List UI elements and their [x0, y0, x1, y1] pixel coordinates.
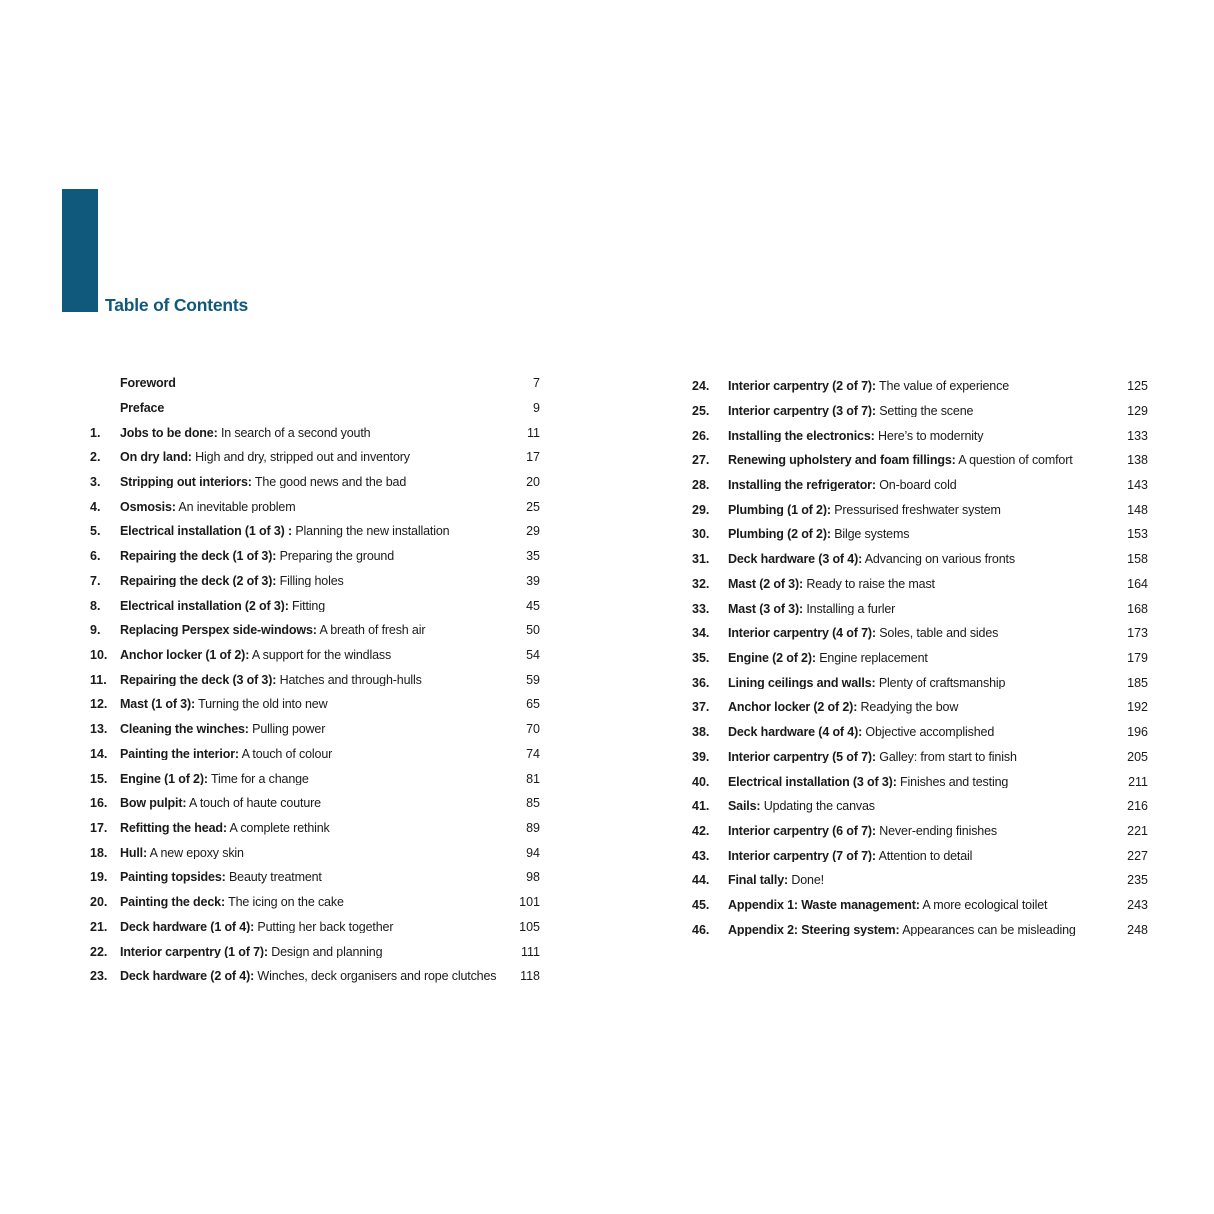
entry-page-number: 221 — [1127, 824, 1148, 839]
toc-entry — [90, 470, 540, 495]
entry-number: 32. — [692, 576, 710, 591]
entry-text — [120, 797, 508, 810]
entry-page-number: 35 — [526, 549, 540, 564]
entry-text — [728, 603, 1116, 616]
entry-text — [728, 504, 1116, 517]
entry-page-number: 179 — [1127, 651, 1148, 666]
entry-title: Hull: — [120, 846, 148, 860]
entry-text — [120, 748, 508, 761]
entry-title: Interior carpentry (3 of 7): — [728, 404, 876, 418]
entry-number: 11. — [90, 672, 107, 687]
entry-page-number: 20 — [526, 474, 540, 489]
entry-page-number: 59 — [526, 672, 540, 687]
entry-page-number: 70 — [526, 722, 540, 737]
entry-title: Painting the deck: — [120, 896, 225, 909]
toc-entry — [90, 692, 540, 717]
entry-title: Bow pulpit: — [120, 797, 187, 810]
entry-title: Interior carpentry (1 of 7): — [120, 945, 268, 959]
entry-subtitle: Finishes and testing — [900, 775, 1009, 789]
toc-entry — [90, 445, 540, 470]
entry-text — [728, 627, 1116, 640]
entry-title: Painting the interior: — [120, 747, 239, 761]
entry-text — [120, 970, 508, 983]
entry-page-number: 235 — [1127, 873, 1148, 888]
toc-entry — [90, 791, 540, 816]
entry-title: Preface — [120, 401, 165, 415]
entry-page-number: 39 — [526, 573, 540, 588]
entry-title: Cleaning the winches: — [120, 723, 249, 736]
toc-entry — [692, 498, 1148, 523]
entry-subtitle: Beauty treatment — [228, 871, 322, 884]
toc-entry — [90, 890, 540, 915]
entry-title: Anchor locker (1 of 2): — [120, 649, 250, 662]
entry-title: Interior carpentry (4 of 7): — [728, 627, 876, 640]
entry-page-number: 11 — [527, 425, 540, 440]
entry-page-number: 74 — [526, 746, 540, 761]
entry-subtitle: Planning the new installation — [295, 525, 450, 538]
toc-entry — [692, 819, 1148, 844]
toc-entry — [692, 745, 1148, 770]
entry-text — [728, 405, 1116, 418]
entry-page-number: 45 — [526, 598, 540, 613]
entry-text — [728, 528, 1116, 541]
entry-subtitle: Fitting — [292, 599, 326, 613]
entry-text — [120, 921, 508, 934]
entry-number: 12. — [90, 697, 108, 712]
entry-number: 31. — [692, 552, 710, 567]
toc-entry — [692, 621, 1148, 646]
entry-number: 46. — [692, 922, 710, 937]
entry-text — [120, 896, 508, 909]
entry-number: 27. — [692, 453, 710, 468]
entry-subtitle: Done! — [791, 874, 824, 887]
entry-subtitle: Pulling power — [252, 723, 326, 736]
entry-page-number: 94 — [526, 845, 540, 860]
entry-page-number: 173 — [1127, 626, 1148, 641]
entry-text — [120, 871, 508, 884]
entry-subtitle: Ready to raise the mast — [806, 577, 935, 591]
toc-entry — [692, 374, 1148, 399]
entry-title: Engine (1 of 2): — [120, 772, 208, 786]
entry-page-number: 25 — [526, 499, 540, 514]
entry-subtitle: Here’s to modernity — [878, 429, 984, 443]
entry-title: Osmosis: — [120, 500, 176, 514]
entry-subtitle: Time for a change — [211, 772, 309, 786]
entry-text — [120, 451, 508, 464]
toc-entry — [692, 770, 1148, 795]
entry-title: Interior carpentry (5 of 7): — [728, 750, 876, 764]
toc-entry — [90, 717, 540, 742]
entry-subtitle: Plenty of craftsmanship — [878, 676, 1006, 690]
entry-page-number: 164 — [1127, 576, 1148, 591]
entry-subtitle: Galley: from start to finish — [879, 750, 1017, 764]
entry-text — [728, 874, 1116, 887]
entry-subtitle: On-board cold — [879, 478, 957, 492]
toc-entry — [90, 767, 540, 792]
entry-subtitle: Winches, deck organisers and rope clutches — [257, 970, 497, 983]
toc-entry — [90, 420, 540, 445]
toc-entry — [692, 572, 1148, 597]
entry-text — [728, 454, 1116, 467]
entry-subtitle: High and dry, stripped out and inventory — [195, 451, 410, 464]
entry-number: 25. — [692, 403, 710, 418]
entry-title: Refitting the head: — [120, 822, 227, 835]
entry-number: 42. — [692, 824, 710, 839]
entry-title: Lining ceilings and walls: — [728, 676, 876, 690]
toc-entry — [692, 522, 1148, 547]
entry-number: 33. — [692, 601, 710, 616]
entry-subtitle: Readying the bow — [860, 701, 959, 714]
toc-entry — [692, 844, 1148, 869]
entry-page-number: 216 — [1127, 799, 1148, 814]
entry-subtitle: A breath of fresh air — [319, 624, 426, 637]
toc-entry — [90, 742, 540, 767]
entry-title: Jobs to be done: — [120, 426, 218, 440]
toc-entry — [692, 918, 1148, 943]
toc-entry — [90, 618, 540, 643]
entry-title: Interior carpentry (6 of 7): — [728, 825, 876, 838]
entry-title: Deck hardware (3 of 4): — [728, 553, 863, 566]
entry-number: 17. — [90, 821, 108, 836]
entry-text — [120, 600, 508, 613]
entry-text — [120, 550, 508, 563]
entry-text — [728, 825, 1116, 838]
toc-entry — [90, 865, 540, 890]
entry-title: Renewing upholstery and foam fillings: — [728, 454, 956, 467]
entry-subtitle: Engine replacement — [819, 652, 928, 665]
entry-subtitle: A new epoxy skin — [149, 846, 244, 860]
entry-subtitle: Hatches and through-hulls — [279, 673, 422, 687]
entry-title: Plumbing (2 of 2): — [728, 528, 831, 541]
entry-subtitle: The icing on the cake — [228, 896, 344, 909]
entry-page-number: 196 — [1127, 725, 1148, 740]
entry-subtitle: An inevitable problem — [178, 500, 296, 514]
entry-number: 6. — [90, 549, 101, 564]
entry-number: 23. — [90, 969, 108, 984]
entry-text — [120, 476, 508, 489]
entry-title: Electrical installation (2 of 3): — [120, 599, 289, 613]
entry-subtitle: Updating the canvas — [763, 800, 875, 813]
toc-entry — [90, 643, 540, 668]
toc-entry — [90, 593, 540, 618]
entry-text — [120, 575, 508, 588]
entry-number: 9. — [90, 623, 101, 638]
toc-entry — [90, 915, 540, 940]
entry-title: Repairing the deck (3 of 3): — [120, 673, 277, 687]
entry-number: 39. — [692, 749, 710, 764]
entry-number: 40. — [692, 774, 710, 789]
entry-page-number: 118 — [520, 969, 540, 984]
entry-title: Deck hardware (4 of 4): — [728, 726, 863, 739]
entry-number: 1. — [90, 425, 101, 440]
toc-entry — [90, 495, 540, 520]
entry-number: 29. — [692, 502, 710, 517]
toc-entry — [692, 399, 1148, 424]
entry-title: Replacing Perspex side-windows: — [120, 624, 317, 637]
entry-subtitle: A complete rethink — [229, 822, 330, 835]
entry-page-number: 29 — [526, 524, 540, 539]
entry-number: 3. — [90, 474, 101, 489]
toc-entry — [692, 671, 1148, 696]
toc-entry — [692, 423, 1148, 448]
entry-page-number: 129 — [1127, 403, 1148, 418]
entry-text — [120, 501, 508, 514]
entry-subtitle: Appearances can be misleading — [902, 923, 1076, 937]
entry-title: Appendix 1: Waste management: — [728, 899, 920, 912]
entry-title: Electrical installation (1 of 3) : — [120, 525, 293, 538]
entry-page-number: 50 — [526, 623, 540, 638]
entry-number: 43. — [692, 848, 710, 863]
entry-text — [120, 649, 508, 662]
entry-number: 37. — [692, 700, 710, 715]
toc-column-right — [692, 374, 1148, 943]
entry-page-number: 101 — [519, 895, 540, 910]
entry-subtitle: Soles, table and sides — [879, 627, 999, 640]
entry-page-number: 143 — [1127, 477, 1148, 492]
entry-page-number: 125 — [1127, 379, 1148, 394]
entry-page-number: 17 — [526, 450, 540, 465]
entry-number: 14. — [90, 746, 108, 761]
entry-subtitle: Never-ending finishes — [879, 825, 997, 838]
entry-text — [728, 850, 1116, 863]
entry-title: Interior carpentry (7 of 7): — [728, 849, 876, 863]
entry-title: Foreword — [120, 377, 176, 390]
entry-page-number: 168 — [1127, 601, 1148, 616]
toc-entry — [90, 396, 540, 421]
entry-number: 38. — [692, 725, 710, 740]
entry-number: 24. — [692, 379, 710, 394]
entry-number: 16. — [90, 796, 108, 811]
entry-page-number: 205 — [1127, 749, 1148, 764]
entry-subtitle: In search of a second youth — [220, 426, 371, 440]
entry-title: Interior carpentry (2 of 7): — [728, 380, 876, 393]
entry-text — [120, 773, 508, 786]
entry-title: Repairing the deck (2 of 3): — [120, 574, 277, 588]
toc-column-left — [90, 371, 540, 989]
entry-title: Painting topsides: — [120, 871, 226, 884]
entry-text — [728, 652, 1116, 665]
entry-title: Sails: — [728, 800, 761, 813]
entry-subtitle: The value of experience — [879, 380, 1009, 393]
entry-text — [120, 723, 508, 736]
entry-page-number: 243 — [1127, 898, 1148, 913]
toc-entry — [90, 544, 540, 569]
entry-subtitle: Advancing on various fronts — [864, 553, 1015, 566]
entry-number: 10. — [90, 648, 108, 663]
toc-entry — [692, 893, 1148, 918]
entry-page-number: 153 — [1127, 527, 1148, 542]
entry-text — [120, 698, 508, 711]
entry-number: 35. — [692, 651, 710, 666]
entry-title: On dry land: — [120, 451, 192, 464]
toc-entry — [90, 371, 540, 396]
entry-number: 34. — [692, 626, 710, 641]
entry-title: Mast (1 of 3): — [120, 698, 195, 711]
entry-subtitle: Attention to detail — [878, 849, 973, 863]
entry-number: 28. — [692, 477, 710, 492]
toc-entry — [692, 720, 1148, 745]
entry-title: Installing the refrigerator: — [728, 478, 876, 492]
entry-subtitle: Pressurised freshwater system — [834, 503, 1001, 517]
toc-entry — [692, 794, 1148, 819]
entry-page-number: 138 — [1127, 453, 1148, 468]
entry-subtitle: A question of comfort — [958, 454, 1073, 467]
toc-entry — [90, 519, 540, 544]
toc-entry — [692, 473, 1148, 498]
entry-page-number: 81 — [526, 771, 540, 786]
entry-number: 20. — [90, 895, 108, 910]
toc-entry — [90, 841, 540, 866]
toc-entry — [90, 816, 540, 841]
toc-entry — [692, 646, 1148, 671]
entry-title: Repairing the deck (1 of 3): — [120, 550, 277, 563]
entry-page-number: 158 — [1127, 552, 1148, 567]
entry-subtitle: The good news and the bad — [254, 475, 407, 489]
entry-title: Installing the electronics: — [728, 429, 875, 443]
entry-number: 41. — [692, 799, 710, 814]
entry-page-number: 192 — [1127, 700, 1148, 715]
entry-text — [728, 479, 1116, 492]
entry-number: 7. — [90, 573, 101, 588]
entry-text — [728, 578, 1116, 591]
entry-number: 36. — [692, 675, 710, 690]
toc-entry — [692, 596, 1148, 621]
entry-number: 2. — [90, 450, 101, 465]
entry-subtitle: A more ecological toilet — [922, 899, 1048, 912]
entry-text — [120, 674, 508, 687]
entry-page-number: 111 — [520, 944, 540, 959]
entry-subtitle: Bilge systems — [834, 528, 910, 541]
toc-entry — [90, 940, 540, 965]
entry-text — [728, 701, 1116, 714]
entry-page-number: 65 — [526, 697, 540, 712]
entry-subtitle: Putting her back together — [257, 920, 394, 934]
entry-page-number: 248 — [1127, 922, 1148, 937]
entry-number: 22. — [90, 944, 108, 959]
entry-text — [728, 430, 1116, 443]
entry-subtitle: Design and planning — [271, 945, 383, 959]
entry-number: 5. — [90, 524, 101, 539]
entry-text — [120, 847, 508, 860]
entry-page-number: 211 — [1128, 774, 1148, 789]
entry-page-number: 85 — [526, 796, 540, 811]
entry-text — [728, 677, 1116, 690]
entry-subtitle: Filling holes — [279, 574, 344, 588]
entry-text — [120, 525, 508, 538]
accent-rectangle — [62, 189, 98, 312]
entry-title: Anchor locker (2 of 2): — [728, 701, 858, 714]
entry-number: 13. — [90, 722, 108, 737]
entry-page-number: 98 — [526, 870, 540, 885]
entry-text — [728, 899, 1116, 912]
entry-page-number: 133 — [1127, 428, 1148, 443]
entry-text — [120, 427, 508, 440]
entry-text — [728, 800, 1116, 813]
toc-entry — [692, 547, 1148, 572]
entry-text — [728, 924, 1116, 937]
entry-title: Plumbing (1 of 2): — [728, 503, 831, 517]
entry-number: 30. — [692, 527, 710, 542]
entry-subtitle: A touch of colour — [241, 747, 333, 761]
entry-subtitle: Objective accomplished — [865, 726, 995, 739]
entry-number: 15. — [90, 771, 108, 786]
toc-entry — [90, 668, 540, 693]
entry-text — [120, 402, 508, 415]
entry-subtitle: Preparing the ground — [279, 550, 395, 563]
entry-number: 26. — [692, 428, 710, 443]
page-title: Table of Contents — [105, 295, 249, 315]
entry-text — [120, 822, 508, 835]
entry-text — [728, 380, 1116, 393]
entry-subtitle: A touch of haute couture — [189, 797, 321, 810]
toc-entry — [692, 695, 1148, 720]
entry-subtitle: Installing a furler — [806, 602, 896, 616]
toc-entry — [692, 868, 1148, 893]
entry-text — [728, 726, 1116, 739]
toc-entry — [90, 964, 540, 989]
entry-text — [120, 624, 508, 637]
toc-entry — [90, 569, 540, 594]
entry-title: Deck hardware (2 of 4): — [120, 970, 255, 983]
entry-page-number: 7 — [533, 376, 540, 391]
entry-title: Stripping out interiors: — [120, 475, 252, 489]
entry-number: 19. — [90, 870, 108, 885]
entry-subtitle: Setting the scene — [879, 404, 974, 418]
entry-page-number: 9 — [533, 400, 540, 415]
entry-title: Deck hardware (1 of 4): — [120, 920, 255, 934]
entry-title: Mast (3 of 3): — [728, 602, 803, 616]
entry-title: Final tally: — [728, 874, 789, 887]
entry-number: 8. — [90, 598, 101, 613]
entry-title: Mast (2 of 3): — [728, 577, 803, 591]
entry-text — [728, 751, 1116, 764]
entry-page-number: 227 — [1127, 848, 1148, 863]
entry-title: Electrical installation (3 of 3): — [728, 775, 897, 789]
entry-number: 18. — [90, 845, 108, 860]
entry-page-number: 89 — [526, 821, 540, 836]
entry-title: Engine (2 of 2): — [728, 652, 816, 665]
entry-subtitle: Turning the old into new — [198, 698, 328, 711]
entry-number: 21. — [90, 919, 108, 934]
entry-text — [728, 553, 1116, 566]
entry-page-number: 54 — [526, 648, 540, 663]
toc-entry — [692, 448, 1148, 473]
entry-subtitle: A support for the windlass — [251, 649, 392, 662]
entry-title: Appendix 2: Steering system: — [728, 923, 900, 937]
entry-number: 44. — [692, 873, 710, 888]
entry-page-number: 148 — [1127, 502, 1148, 517]
entry-text — [120, 946, 508, 959]
entry-text — [120, 377, 508, 390]
entry-text — [728, 776, 1116, 789]
entry-page-number: 105 — [519, 919, 540, 934]
entry-number: 4. — [90, 499, 101, 514]
entry-page-number: 185 — [1127, 675, 1148, 690]
entry-number: 45. — [692, 898, 710, 913]
